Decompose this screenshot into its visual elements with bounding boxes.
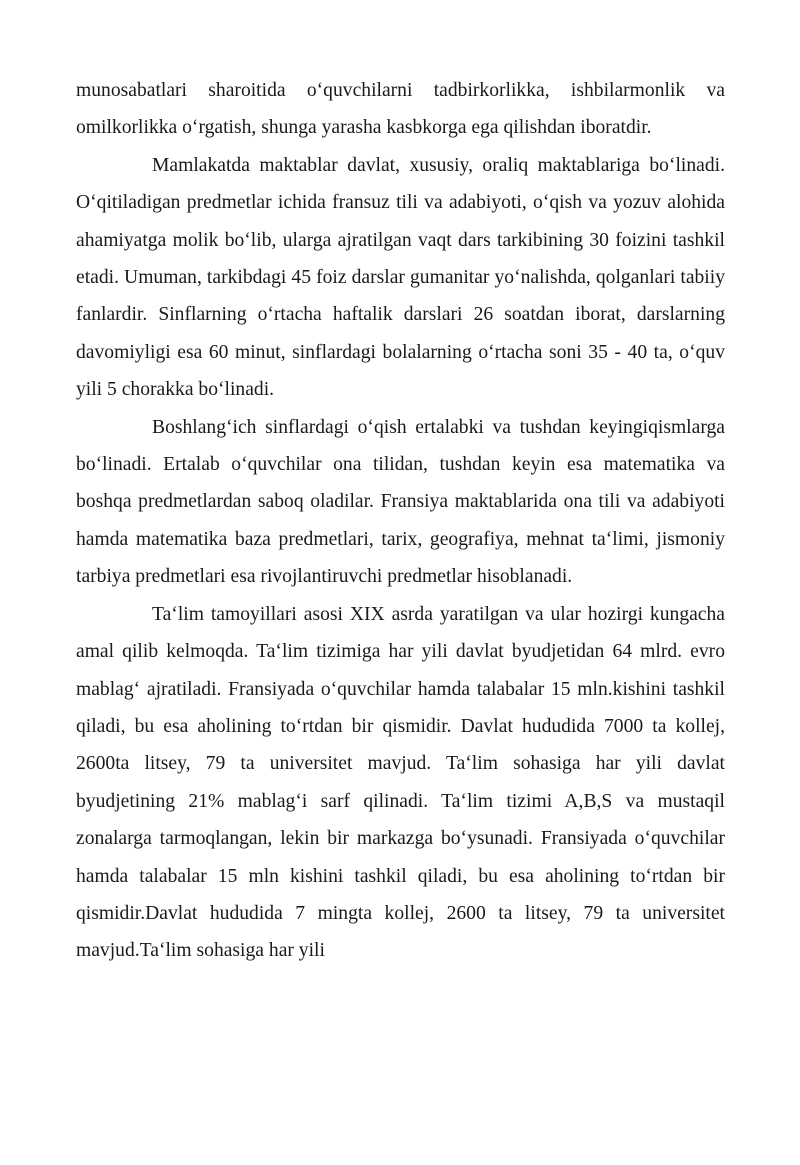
document-page xyxy=(76,72,725,970)
paragraph-2: Mamlakatda maktablar davlat, xususiy, oraliq maktablariga bo‘linadi. O‘qitiladigan predmetlar ichida fransuz tili va adabiyoti, o‘qish va yozuv alohida ahamiyatga molik bo‘lib, ularga ajratilgan vaqt dars tarkibining 30 foizini tashkil etadi. Umuman, tarkibdagi 45 foiz darslar gumanitar yo‘nalishda, qolganlari tabiiy fanlardir. Sinflarning o‘rtacha haftalik darslari 26 soatdan iborat, darslarning davomiyligi esa 60 minut, sinflardagi bolalarning o‘rtacha soni 35 - 40 ta, o‘quv yili 5 chorakka bo‘linadi. xyxy=(76,154,725,401)
paragraph-4: Ta‘lim tamoyillari asosi XIX asrda yaratilgan va ular hozirgi kungacha amal qilib kelmoqda. Ta‘lim tizimiga har yili davlat byudjetidan 64 mlrd. evro mablag‘ ajratiladi. Fransiyada o‘quvchilar hamda talabalar 15 mln.kishini tashkil qiladi, bu esa aholining to‘rtdan bir qismidir. Davlat hududida 7000 ta kollej, 2600ta litsey, 79 ta universitet mavjud. Ta‘lim sohasiga har yili davlat byudjetining 21% mablag‘i sarf qilinadi. Ta‘lim tizimi A,B,S va mustaqil zonalarga tarmoqlangan, lekin bir markazga bo‘ysunadi. Fransiyada o‘quvchilar hamda talabalar 15 mln kishini tashkil qiladi, bu esa aholining to‘rtdan bir qismidir.Davlat hududida 7 mingta kollej, 2600 ta litsey, 79 ta universitet mavjud.Ta‘lim sohasiga har yili xyxy=(76,603,725,962)
paragraph-3: Boshlang‘ich sinflardagi o‘qish ertalabki va tushdan keyingiqismlarga bo‘linadi. Ertalab o‘quvchilar ona tilidan, tushdan keyin esa matematika va boshqa predmetlardan saboq oladilar. Fransiya maktablarida ona tili va adabiyoti hamda matematika baza predmetlari, tarix, geografiya, mehnat ta‘limi, jismoniy tarbiya predmetlari esa rivojlantiruvchi predmetlar hisoblanadi. xyxy=(76,416,725,588)
paragraph-1: munosabatlari sharoitida o‘quvchilarni tadbirkorlikka, ishbilarmonlik va omilkorlikka o‘rgatish, shunga yarasha kasbkorga ega qilishdan iboratdir. xyxy=(76,80,725,139)
